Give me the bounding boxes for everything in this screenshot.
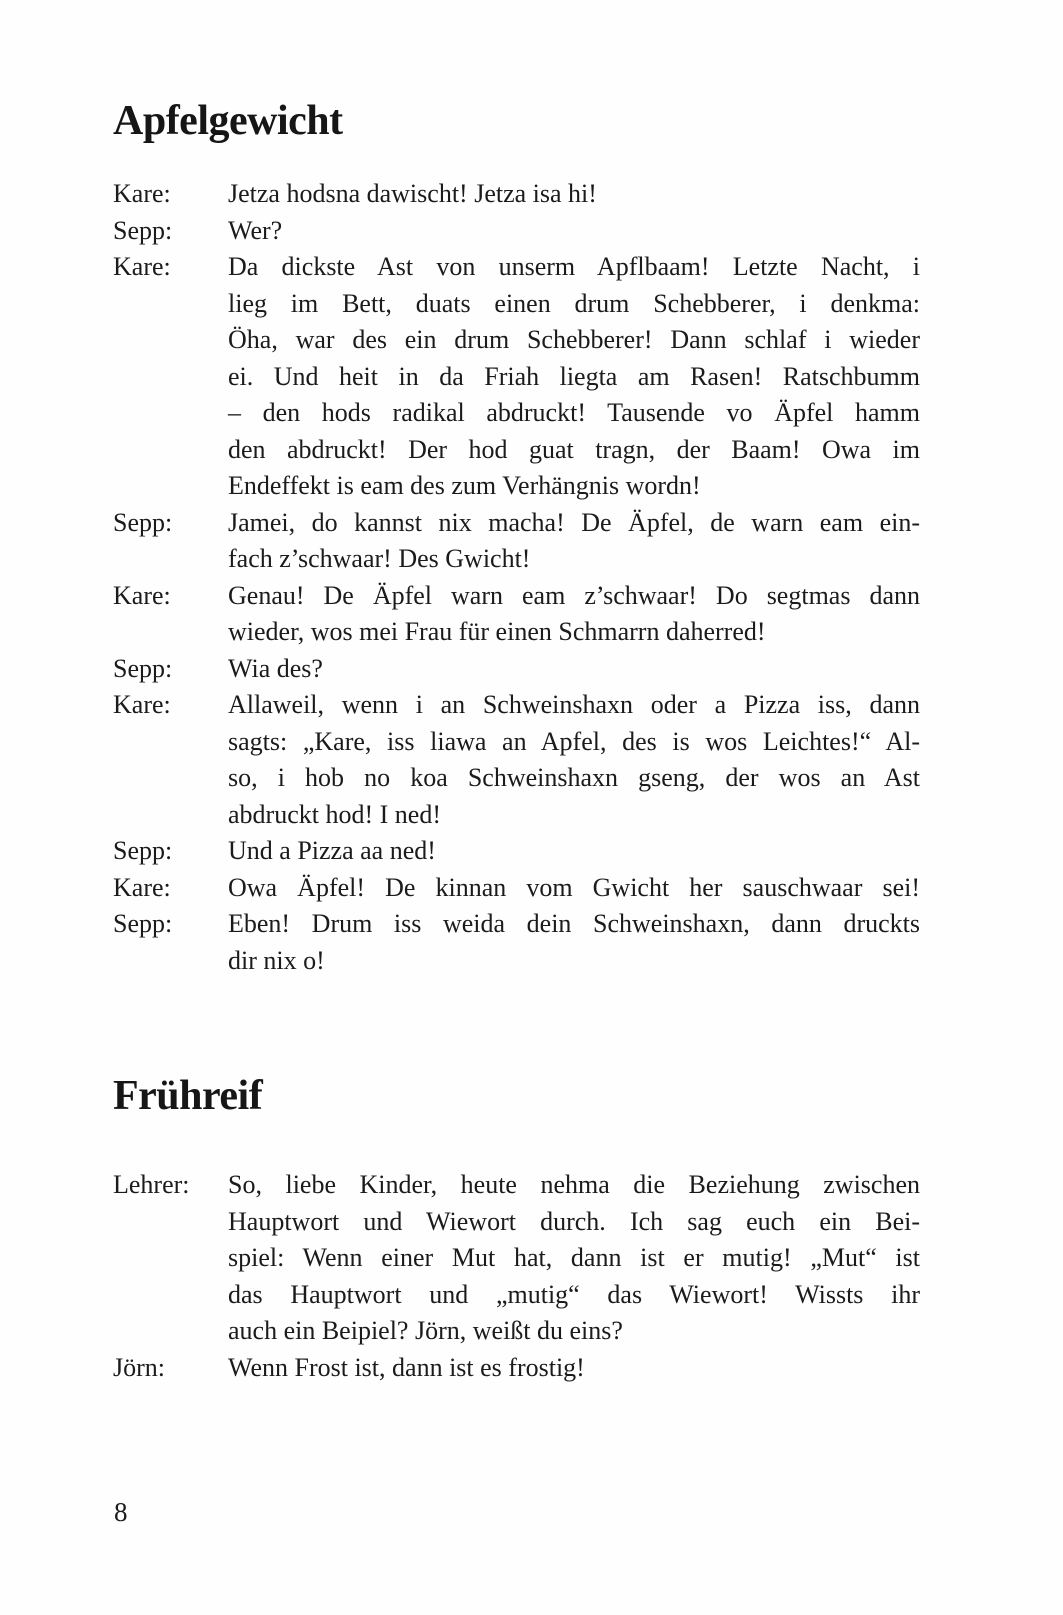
speaker-label: Sepp: <box>113 653 173 683</box>
speech-line: lieg im Bett, duats einen drum Schebberer, i denkma: <box>228 288 920 318</box>
speech-line: auch ein Beipiel? Jörn, weißt du eins? <box>228 1316 623 1345</box>
dialogue-entry <box>113 687 920 833</box>
dialogue-entry <box>113 176 920 213</box>
section-title-fruehreif: Frühreif <box>113 1073 263 1119</box>
speech-line: Endeffekt is eam des zum Verhängnis wordn! <box>228 471 701 500</box>
speech-line: Wia des? <box>228 653 323 683</box>
speech-text <box>228 578 920 651</box>
speaker-label: Sepp: <box>113 215 173 245</box>
speaker-label: Kare: <box>113 252 171 281</box>
speech-line: wieder, wos mei Frau für einen Schmarrn daherred! <box>228 617 766 646</box>
speech-line: Da dickste Ast von unserm Apflbaam! Letzte Nacht, i <box>228 252 920 281</box>
speech-line: Öha, war des ein drum Schebberer! Dann schlaf i wieder <box>228 325 920 354</box>
dialogue-entry <box>113 651 920 688</box>
dialogue-apfelgewicht <box>113 176 920 979</box>
dialogue-entry <box>113 1167 920 1350</box>
speaker-label: Sepp: <box>113 909 173 938</box>
speaker-label: Kare: <box>113 179 171 208</box>
speech-line: Jamei, do kannst nix macha! De Äpfel, de warn eam ein- <box>228 507 920 537</box>
speech-line: den abdruckt! Der hod guat tragn, der Baam! Owa im <box>228 434 920 464</box>
speech-text <box>228 651 920 688</box>
dialogue-entry <box>113 213 920 250</box>
speech-text <box>228 1167 920 1350</box>
speech-text <box>228 906 920 979</box>
speech-line: Jetza hodsna dawischt! Jetza isa hi! <box>228 179 597 208</box>
dialogue-entry <box>113 833 920 870</box>
dialogue-entry <box>113 906 920 979</box>
speech-line: Allaweil, wenn i an Schweinshaxn oder a Pizza iss, dann <box>228 690 920 719</box>
speech-line: Owa Äpfel! De kinnan vom Gwicht her sauschwaar sei! <box>228 872 920 902</box>
speech-text <box>228 687 920 833</box>
speech-text <box>228 213 920 250</box>
speech-line: Genau! De Äpfel warn eam z’schwaar! Do segtmas dann <box>228 580 920 610</box>
dialogue-entry <box>113 1350 920 1387</box>
speech-line: Eben! Drum iss weida dein Schweinshaxn, dann druckts <box>228 909 920 938</box>
speech-text <box>228 249 920 505</box>
speech-line: So, liebe Kinder, heute nehma die Beziehung zwischen <box>228 1170 920 1199</box>
speech-line: dir nix o! <box>228 945 325 975</box>
dialogue-entry <box>113 249 920 505</box>
speech-line: sagts: „Kare, iss liawa an Apfel, des is wos Leichtes!“ Al- <box>228 726 920 756</box>
section-apfelgewicht <box>113 96 920 979</box>
speech-line: Hauptwort und Wiewort durch. Ich sag euch ein Bei- <box>228 1206 920 1236</box>
speaker-label: Sepp: <box>113 507 173 537</box>
speech-line: ei. Und heit in da Friah liegta am Rasen! Ratschbumm <box>228 361 920 391</box>
section-fruehreif <box>113 1071 920 1386</box>
speaker-label: Sepp: <box>113 836 173 865</box>
speech-text <box>228 176 920 213</box>
speech-line: Und a Pizza aa ned! <box>228 836 436 865</box>
speaker-label: Lehrer: <box>113 1170 190 1199</box>
speech-line: das Hauptwort und „mutig“ das Wiewort! Wissts ihr <box>228 1279 920 1309</box>
speech-text <box>228 505 920 578</box>
speech-line: Wer? <box>228 215 283 245</box>
dialogue-entry <box>113 870 920 907</box>
speech-line: fach z’schwaar! Des Gwicht! <box>228 544 531 573</box>
section-title-apfelgewicht: Apfelgewicht <box>113 98 343 144</box>
dialogue-fruehreif <box>113 1167 920 1386</box>
speech-line: so, i hob no koa Schweinshaxn gseng, der wos an Ast <box>228 763 920 792</box>
speech-line: – den hods radikal abdruckt! Tausende vo Äpfel hamm <box>228 398 920 427</box>
speech-text <box>228 870 920 907</box>
speech-text <box>228 833 920 870</box>
dialogue-entry <box>113 505 920 578</box>
speech-line: Wenn Frost ist, dann ist es frostig! <box>228 1352 585 1382</box>
speaker-label: Jörn: <box>113 1352 165 1382</box>
page-number: 8 <box>114 1497 128 1527</box>
speech-line: abdruckt hod! I ned! <box>228 799 441 829</box>
speaker-label: Kare: <box>113 872 171 902</box>
speech-text <box>228 1350 920 1387</box>
dialogue-entry <box>113 578 920 651</box>
speech-line: spiel: Wenn einer Mut hat, dann ist er mutig! „Mut“ ist <box>228 1243 920 1272</box>
speaker-label: Kare: <box>113 580 171 610</box>
speaker-label: Kare: <box>113 690 171 719</box>
